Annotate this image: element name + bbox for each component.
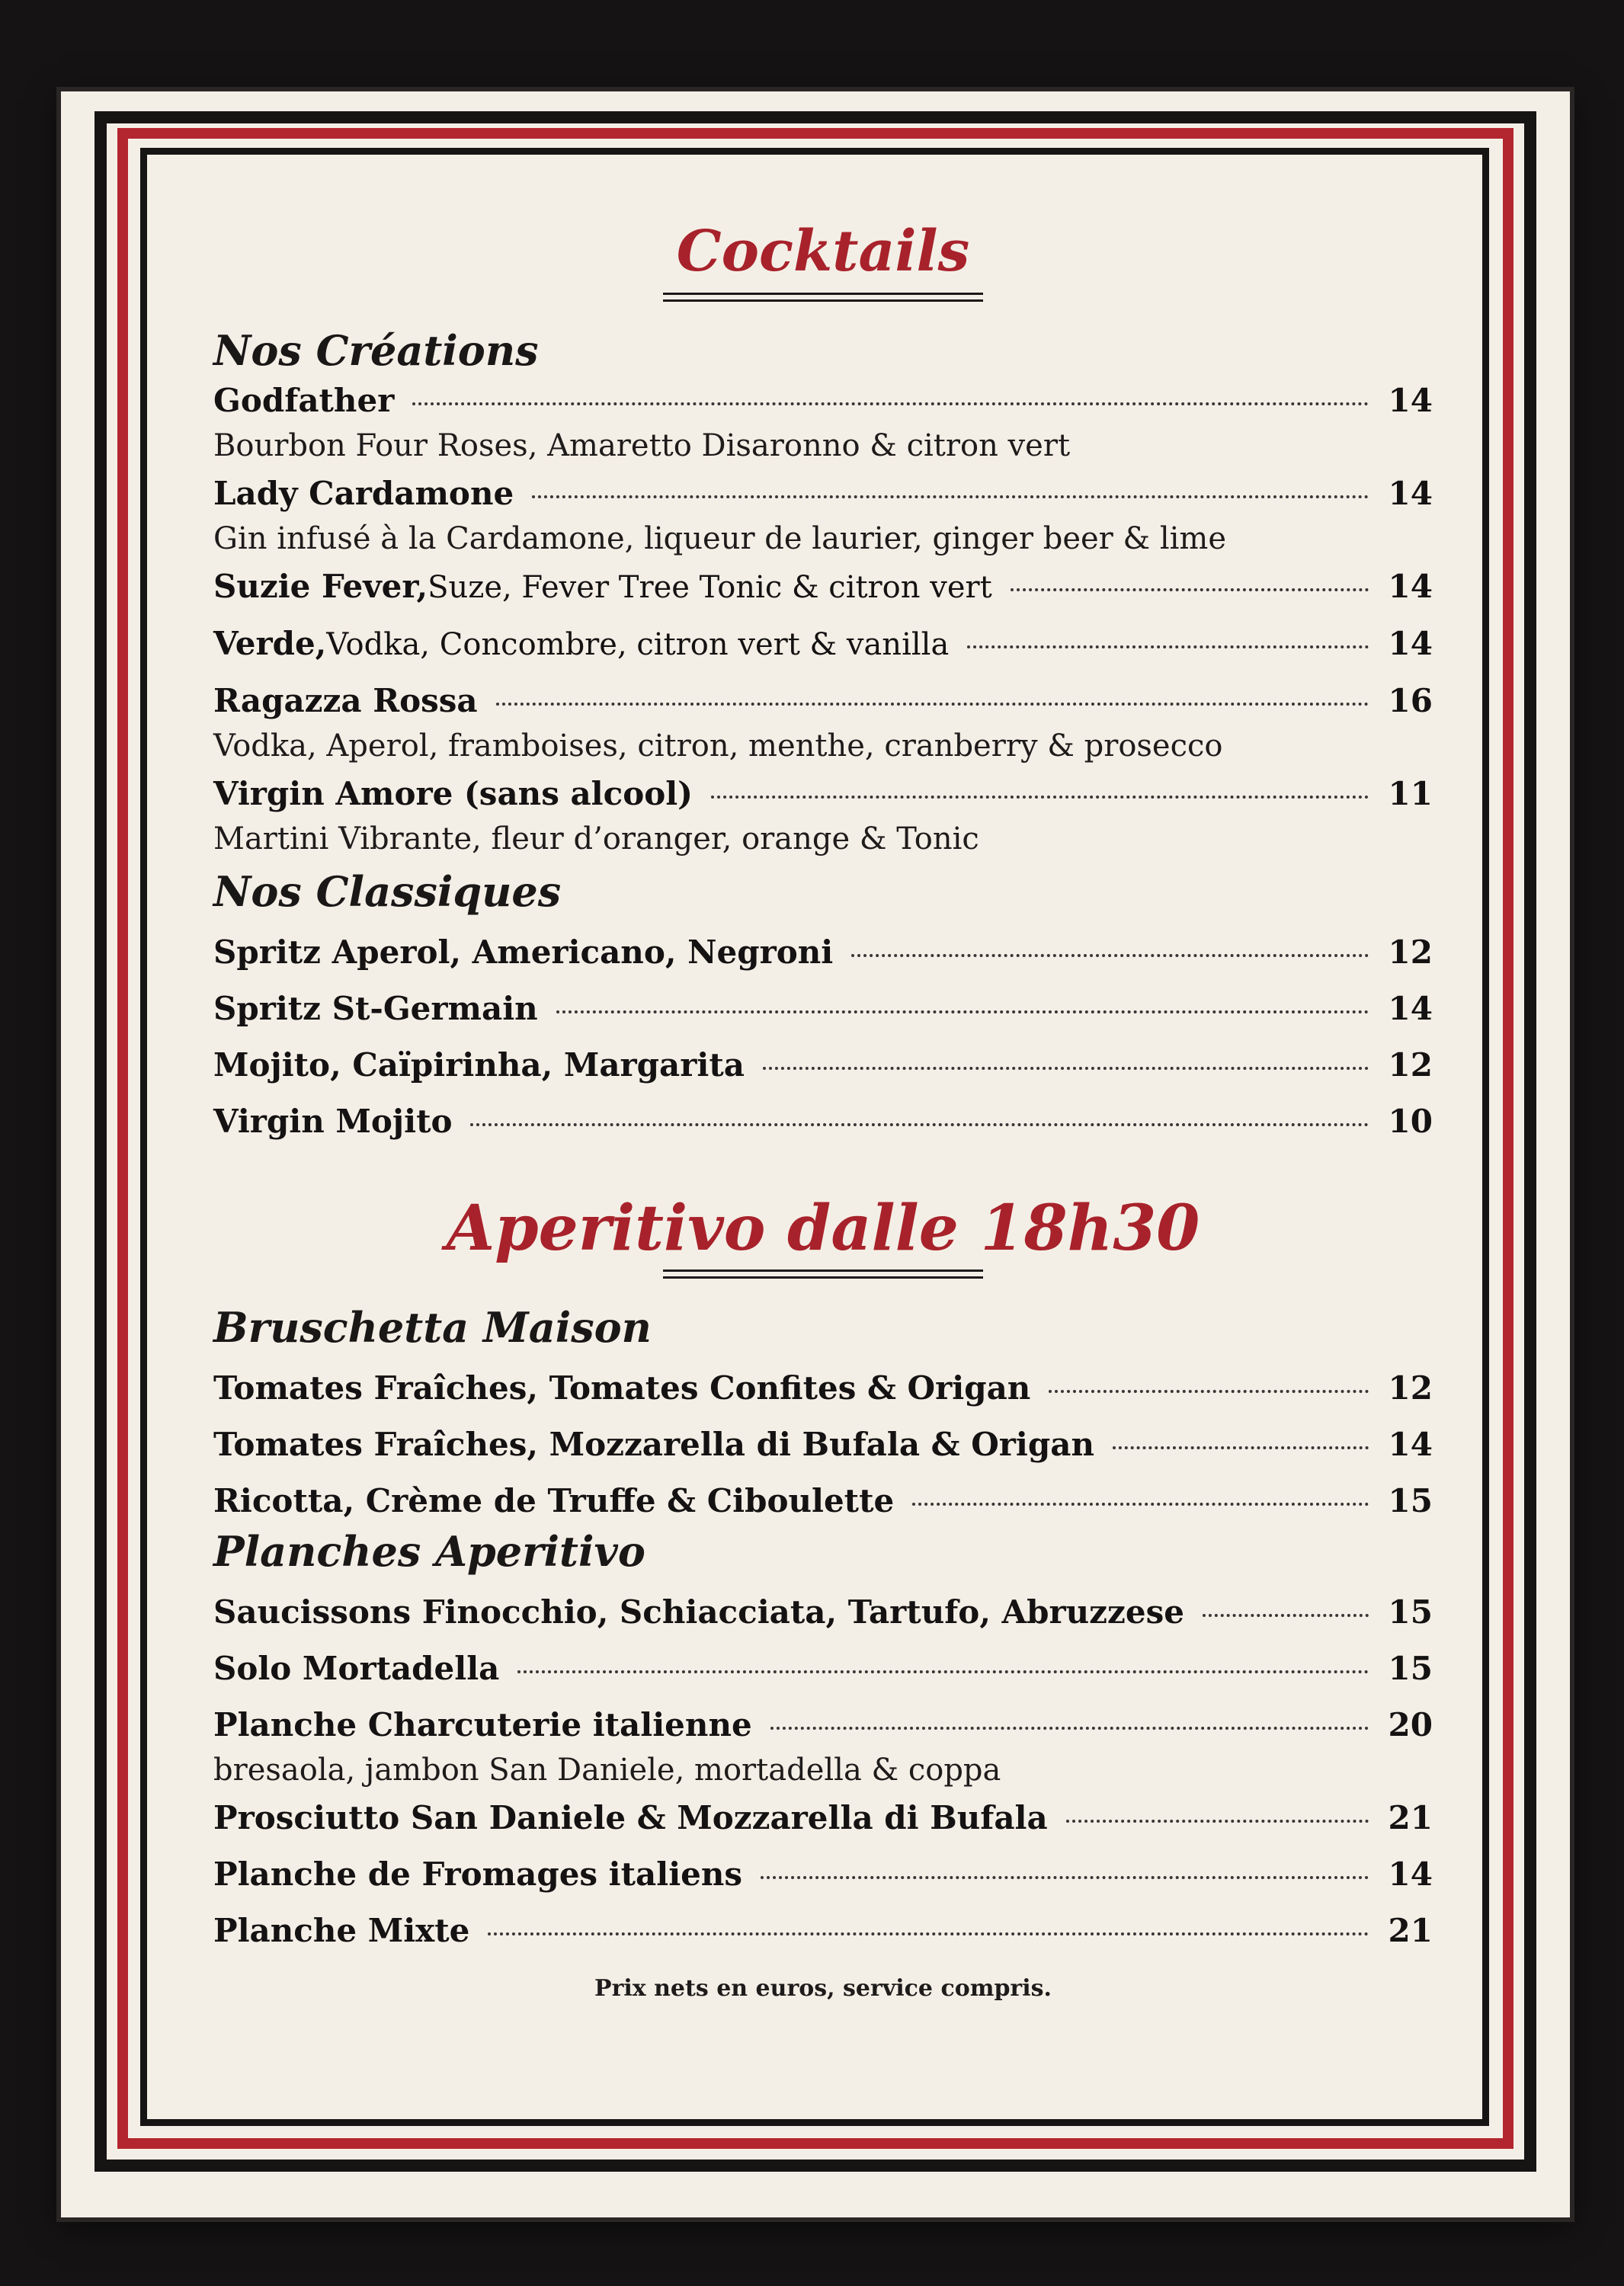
menu-card [61, 91, 1570, 2217]
item-price: 14 [1388, 1426, 1433, 1463]
section-bruschetta-maison: Bruschetta Maison [213, 1303, 652, 1352]
leader-dots [761, 1876, 1369, 1879]
section-nos-classiques: Nos Classiques [213, 867, 562, 916]
item-name: Tomates Fraîches, Mozzarella di Bufala & Origan [213, 1426, 1094, 1463]
item-name: Planche Charcuterie italienne [213, 1706, 752, 1743]
item-price: 15 [1388, 1482, 1433, 1519]
leader-dots [1066, 1820, 1369, 1823]
leader-dots [770, 1727, 1369, 1730]
item-name: Saucissons Finocchio, Schiacciata, Tartufo, Abruzzese [213, 1593, 1184, 1631]
item-name: Lady Cardamone [213, 475, 514, 512]
item-description: Gin infusé à la Cardamone, liqueur de laurier, ginger beer & lime [213, 521, 1227, 556]
item-price: 14 [1388, 382, 1433, 419]
leader-dots [912, 1503, 1369, 1506]
menu-item [213, 930, 1433, 975]
leader-dots [967, 645, 1369, 648]
title-underline [663, 1269, 983, 1279]
item-price: 11 [1388, 775, 1433, 812]
leader-dots [763, 1067, 1369, 1070]
menu-item [213, 1795, 1433, 1841]
leader-dots [1011, 588, 1369, 591]
item-inline-description: Vodka, Concombre, citron vert & vanilla [326, 627, 950, 662]
item-price: 15 [1388, 1593, 1433, 1631]
item-name: Ricotta, Crème de Truffe & Ciboulette [213, 1482, 895, 1519]
item-price: 14 [1388, 1855, 1433, 1893]
item-description: Bourbon Four Roses, Amaretto Disaronno & citron vert [213, 428, 1071, 463]
item-name: Solo Mortadella [213, 1650, 500, 1687]
item-price: 12 [1388, 1046, 1433, 1084]
menu-item [213, 1702, 1433, 1792]
menu-item [213, 1042, 1433, 1088]
item-description: bresaola, jambon San Daniele, mortadella & coppa [213, 1753, 1001, 1788]
menu-item [213, 1099, 1433, 1145]
menu-item [213, 1646, 1433, 1692]
item-price: 15 [1388, 1650, 1433, 1687]
leader-dots [851, 954, 1369, 957]
planches-list [213, 1590, 1433, 1954]
item-price: 12 [1388, 933, 1433, 971]
leader-dots [1049, 1390, 1369, 1393]
leader-dots [517, 1670, 1369, 1673]
menu-item [213, 678, 1433, 768]
price-note: Prix nets en euros, service compris. [594, 1975, 1052, 2002]
leader-dots [711, 796, 1369, 799]
item-name: Tomates Fraîches, Tomates Confites & Origan [213, 1369, 1031, 1407]
item-name: Virgin Mojito [213, 1103, 453, 1140]
item-price: 21 [1388, 1799, 1433, 1836]
item-name: Verde, [213, 625, 327, 662]
item-name: Prosciutto San Daniele & Mozzarella di Bufala [213, 1799, 1048, 1836]
item-price: 21 [1388, 1912, 1433, 1949]
menu-item [213, 1478, 1433, 1524]
item-name: Mojito, Caïpirinha, Margarita [213, 1046, 745, 1084]
leader-dots [1113, 1446, 1369, 1449]
menu-item [213, 1366, 1433, 1411]
item-name: Planche Mixte [213, 1912, 470, 1949]
item-inline-description: Suze, Fever Tree Tonic & citron vert [428, 570, 992, 605]
item-price: 14 [1388, 625, 1433, 662]
item-name: Ragazza Rossa [213, 682, 478, 719]
leader-dots [496, 703, 1369, 706]
item-price: 16 [1388, 682, 1433, 719]
item-price: 14 [1388, 990, 1433, 1027]
bruschetta-list [213, 1366, 1433, 1524]
leader-dots [556, 1010, 1369, 1013]
item-price: 10 [1388, 1103, 1433, 1140]
menu-item [213, 471, 1433, 561]
leader-dots [1203, 1614, 1369, 1617]
item-name: Spritz St-Germain [213, 990, 538, 1027]
menu-item [213, 378, 1433, 468]
item-name: Godfather [213, 382, 395, 419]
leader-dots [488, 1932, 1369, 1935]
classiques-list [213, 930, 1433, 1145]
creations-list [213, 378, 1433, 861]
item-description: Martini Vibrante, fleur d’oranger, orange & Tonic [213, 821, 979, 856]
section-nos-creations: Nos Créations [213, 326, 539, 375]
leader-dots [412, 402, 1369, 405]
menu-item [213, 771, 1433, 861]
leader-dots [470, 1123, 1369, 1126]
item-name: Spritz Aperol, Americano, Negroni [213, 933, 834, 971]
item-price: 20 [1388, 1706, 1433, 1743]
menu-item [213, 1422, 1433, 1468]
item-price: 12 [1388, 1369, 1433, 1407]
title-underline [663, 293, 983, 302]
section-planches-aperitivo: Planches Aperitivo [213, 1527, 645, 1576]
item-name: Virgin Amore (sans alcool) [213, 775, 693, 812]
menu-item [213, 1908, 1433, 1954]
leader-dots [532, 495, 1369, 498]
item-price: 14 [1388, 568, 1433, 605]
item-description: Vodka, Aperol, framboises, citron, menthe, cranberry & prosecco [213, 728, 1223, 764]
menu-item [213, 621, 1433, 668]
menu-item [213, 1852, 1433, 1897]
menu-item [213, 564, 1433, 610]
item-name: Planche de Fromages italiens [213, 1855, 743, 1893]
cocktails-title: Cocktails [676, 219, 970, 284]
item-name: Suzie Fever, [213, 568, 428, 605]
aperitivo-title: Aperitivo dalle 18h30 [446, 1192, 1200, 1265]
item-price: 14 [1388, 475, 1433, 512]
menu-content [213, 213, 1433, 2002]
menu-item [213, 986, 1433, 1032]
menu-item [213, 1590, 1433, 1635]
